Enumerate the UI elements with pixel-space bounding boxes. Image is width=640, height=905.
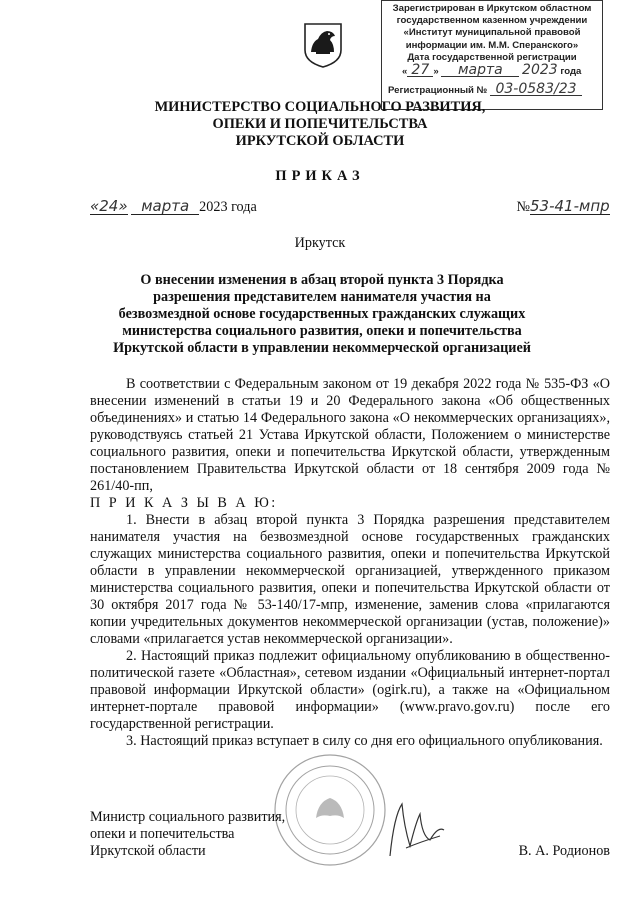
orders-word: П Р И К А З Ы В А Ю: [90,495,278,511]
order-number-value: 53-41-мпр [530,197,610,215]
order-date-month: марта [131,198,199,215]
stamp-date-suffix: года [560,66,582,78]
stamp-line: Зарегистрирован в Иркутском областном [392,3,592,14]
stamp-date-quote: » [433,66,439,78]
order-subject: О внесении изменения в абзац второй пункта 3 Порядка разрешения представителем нанимателя участия на безвозмездной основе государственных гражданских служащих министерства социального развития, опеки и попечительства Иркутской области в управлении некоммерческой организацией [113,272,531,356]
date-day-value: 24 [99,197,119,215]
ministry-header [0,99,640,150]
order-item: 1. Внести в абзац второй пункта 3 Порядка разрешения представителем нанимателя участия на безвозмездной основе государственных гражданских служащих министерства социального развития, опеки и попечительства Иркутской области в управлении некоммерческой организацией, утвержденного приказом министерства социального развития, опеки и попечительства Иркутской области от 30 октября 2017 года № 53-140/17-мпр, изменение, заменив слова «прилагаются копии учредительных документов некоммерческой организации (устав, положение)» словами «прилагается устав некоммерческой организации». [90,512,610,647]
order-date-day [90,198,128,215]
stamp-date-year: 2023 [522,62,558,79]
stamp-line: информации им. М.М. Сперанского» [405,39,579,51]
date-quote: » [118,197,128,215]
stamp-line: государственном казенном учреждении [396,15,588,27]
ministry-line: ОПЕКИ И ПОПЕЧИТЕЛЬСТВА [212,116,428,132]
city: Иркутск [294,235,346,251]
order-date-year: 2023 года [199,199,257,215]
order-number-prefix: № [516,199,530,215]
stamp-registration-date [388,64,596,80]
stamp-date-quote: « [402,66,408,78]
stamp-registration-number [388,83,596,99]
signatory-title-line: опеки и попечительства [90,826,235,842]
coat-of-arms-icon [303,22,343,68]
order-item: 3. Настоящий приказ вступает в силу со дня его официального опубликования. [126,733,603,749]
signature-block [90,809,610,860]
signatory-name: В. А. Родионов [518,843,610,859]
preamble-paragraph: В соответствии с Федеральным законом от 19 декабря 2022 года № 535-ФЗ «О внесении изменений в статьи 19 и 20 Федерального закона «Об общественных объединениях» и статью 14 Федерального закона «О некоммерческих организациях», руководствуясь статьей 21 Устава Иркутской области, Положением о министерстве социального развития, опеки и попечительства Иркутской области, утвержденным постановлением Правительства Иркутской области от 18 сентября 2009 года № 261/40-пп, [90,376,610,494]
order-item: 2. Настоящий приказ подлежит официальному опубликованию в общественно-политической газете «Областная», сетевом издании «Официальный интернет-портал правовой информации Иркутской области» (ogirk.ru), а также на «Официальном интернет-портале правовой информации» (www.pravo.gov.ru) после его государственной регистрации. [90,648,610,732]
document-type-title: ПРИКАЗ [275,168,365,184]
order-date [90,198,257,216]
signatory-title-line: Иркутской области [90,843,206,859]
signatory-title-line: Министр социального развития, [90,809,286,825]
stamp-line: «Институт муниципальной правовой [403,27,581,39]
order-number [516,198,610,216]
date-quote: « [90,197,100,215]
stamp-line: Дата государственной регистрации [407,51,577,63]
stamp-reg-number: 03-0583/23 [490,83,582,96]
order-body [90,376,610,750]
stamp-date-month: марта [441,64,519,77]
stamp-reg-label: Регистрационный № [388,85,488,97]
stamp-date-day: 27 [407,64,433,77]
ministry-line: ИРКУТСКОЙ ОБЛАСТИ [235,133,405,149]
ministry-line: МИНИСТЕРСТВО СОЦИАЛЬНОГО РАЗВИТИЯ, [154,99,486,115]
registration-stamp [381,0,603,110]
